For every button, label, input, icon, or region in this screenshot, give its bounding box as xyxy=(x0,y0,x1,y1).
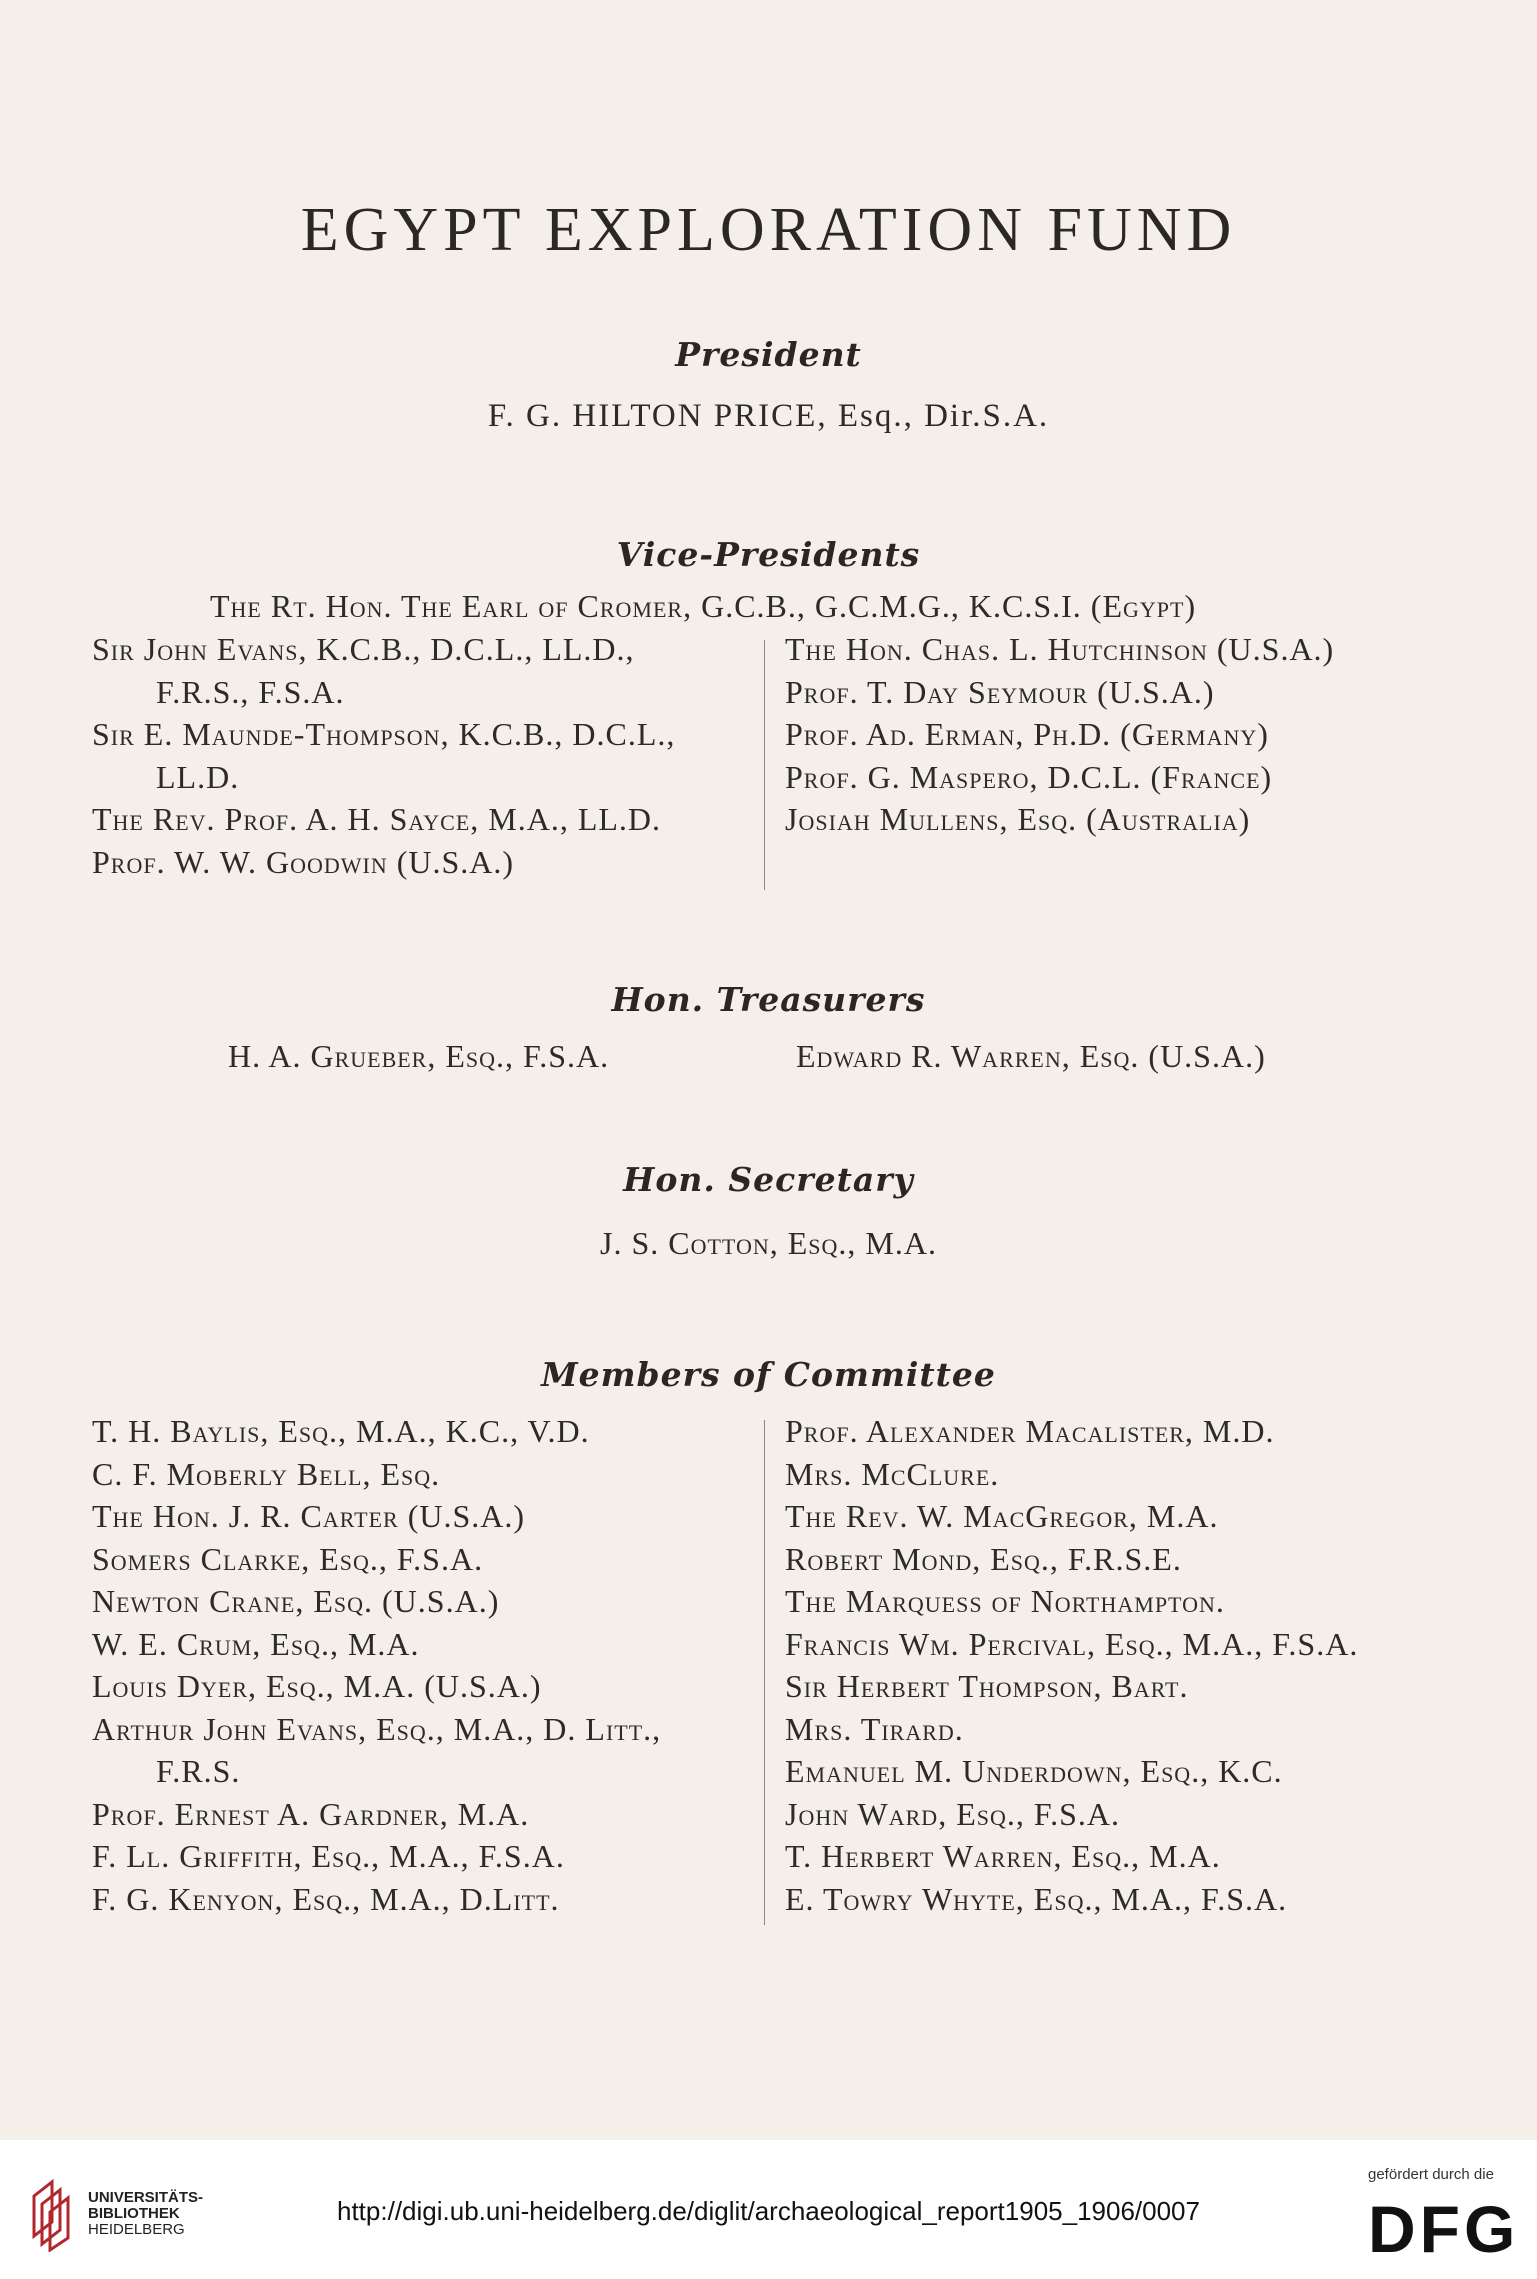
vice-presidents-lead: The Rt. Hon. The Earl of Cromer, G.C.B., G.C.M.G., K.C.S.I. (Egypt) xyxy=(210,588,1197,624)
committee-left-column xyxy=(92,1410,661,1920)
list-item: W. E. Crum, Esq., M.A. xyxy=(92,1625,420,1662)
vice-presidents-heading: Vice-Presidents xyxy=(616,535,921,574)
treasurer-left: H. A. Grueber, Esq., F.S.A. xyxy=(228,1038,610,1074)
list-item: Francis Wm. Percival, Esq., M.A., F.S.A. xyxy=(785,1625,1359,1662)
list-item: F. Ll. Griffith, Esq., M.A., F.S.A. xyxy=(92,1838,565,1874)
treasurer-right: Edward R. Warren, Esq. (U.S.A.) xyxy=(796,1038,1266,1074)
list-item: The Marquess of Northampton. xyxy=(785,1583,1225,1619)
list-item: F. G. Kenyon, Esq., M.A., D.Litt. xyxy=(92,1880,560,1917)
list-item: Josiah Mullens, Esq. (Australia) xyxy=(785,801,1251,837)
list-item: Robert Mond, Esq., F.R.S.E. xyxy=(785,1540,1182,1577)
secretary-heading: Hon. Secretary xyxy=(623,1160,914,1199)
list-item: Louis Dyer, Esq., M.A. (U.S.A.) xyxy=(92,1668,542,1704)
list-item: C. F. Moberly Bell, Esq. xyxy=(92,1455,441,1492)
library-name: UNIVERSITÄTS- BIBLIOTHEK HEIDELBERG xyxy=(88,2189,204,2238)
vice-presidents-left-column xyxy=(92,628,675,883)
dfg-logo: DFG xyxy=(1368,2192,1520,2266)
list-item: Arthur John Evans, Esq., M.A., D. Litt., xyxy=(92,1710,662,1747)
list-item: T. Herbert Warren, Esq., M.A. xyxy=(785,1838,1221,1874)
list-item: Prof. Ad. Erman, Ph.D. (Germany) xyxy=(785,716,1269,752)
list-item: Newton Crane, Esq. (U.S.A.) xyxy=(92,1583,500,1619)
list-item: LL.D. xyxy=(156,758,240,795)
list-item: Prof. W. W. Goodwin (U.S.A.) xyxy=(92,843,515,880)
list-item: Mrs. Tirard. xyxy=(785,1710,964,1747)
list-item: Sir E. Maunde-Thompson, K.C.B., D.C.L., xyxy=(92,716,676,752)
list-item: E. Towry Whyte, Esq., M.A., F.S.A. xyxy=(785,1880,1288,1917)
list-item: Prof. Alexander Macalister, M.D. xyxy=(785,1413,1275,1449)
committee-right-column xyxy=(785,1410,1358,1920)
list-item: Prof. T. Day Seymour (U.S.A.) xyxy=(785,673,1215,710)
list-item: T. H. Baylis, Esq., M.A., K.C., V.D. xyxy=(92,1413,590,1449)
list-item: Emanuel M. Underdown, Esq., K.C. xyxy=(785,1753,1283,1789)
treasurers-heading: Hon. Treasurers xyxy=(611,980,926,1019)
list-item: Mrs. McClure. xyxy=(785,1455,1000,1492)
list-item: The Hon. Chas. L. Hutchinson (U.S.A.) xyxy=(785,631,1335,667)
list-item: John Ward, Esq., F.S.A. xyxy=(785,1795,1121,1832)
column-divider xyxy=(764,1420,765,1925)
secretary-name: J. S. Cotton, Esq., M.A. xyxy=(600,1225,937,1261)
list-item: Somers Clarke, Esq., F.S.A. xyxy=(92,1540,484,1577)
column-divider xyxy=(764,640,765,890)
president-name: F. G. HILTON PRICE, Esq., Dir.S.A. xyxy=(487,398,1050,434)
list-item: Prof. Ernest A. Gardner, M.A. xyxy=(92,1795,530,1832)
president-heading: President xyxy=(675,335,862,374)
funding-label: gefördert durch die xyxy=(1368,2166,1494,2183)
list-item: F.R.S. xyxy=(156,1753,241,1789)
list-item: The Rev. W. MacGregor, M.A. xyxy=(785,1498,1219,1534)
page-title: EGYPT EXPLORATION FUND xyxy=(300,196,1237,264)
list-item: Sir Herbert Thompson, Bart. xyxy=(785,1668,1189,1704)
list-item: F.R.S., F.S.A. xyxy=(156,673,345,710)
committee-heading: Members of Committee xyxy=(541,1355,996,1394)
source-url-link[interactable]: http://digi.ub.uni-heidelberg.de/diglit/archaeological_report1905_1906/0007 xyxy=(337,2196,1200,2226)
list-item: The Rev. Prof. A. H. Sayce, M.A., LL.D. xyxy=(92,801,662,837)
list-item: Prof. G. Maspero, D.C.L. (France) xyxy=(785,758,1273,795)
vice-presidents-right-column xyxy=(785,628,1334,841)
list-item: Sir John Evans, K.C.B., D.C.L., LL.D., xyxy=(92,631,635,667)
list-item: The Hon. J. R. Carter (U.S.A.) xyxy=(92,1498,526,1534)
